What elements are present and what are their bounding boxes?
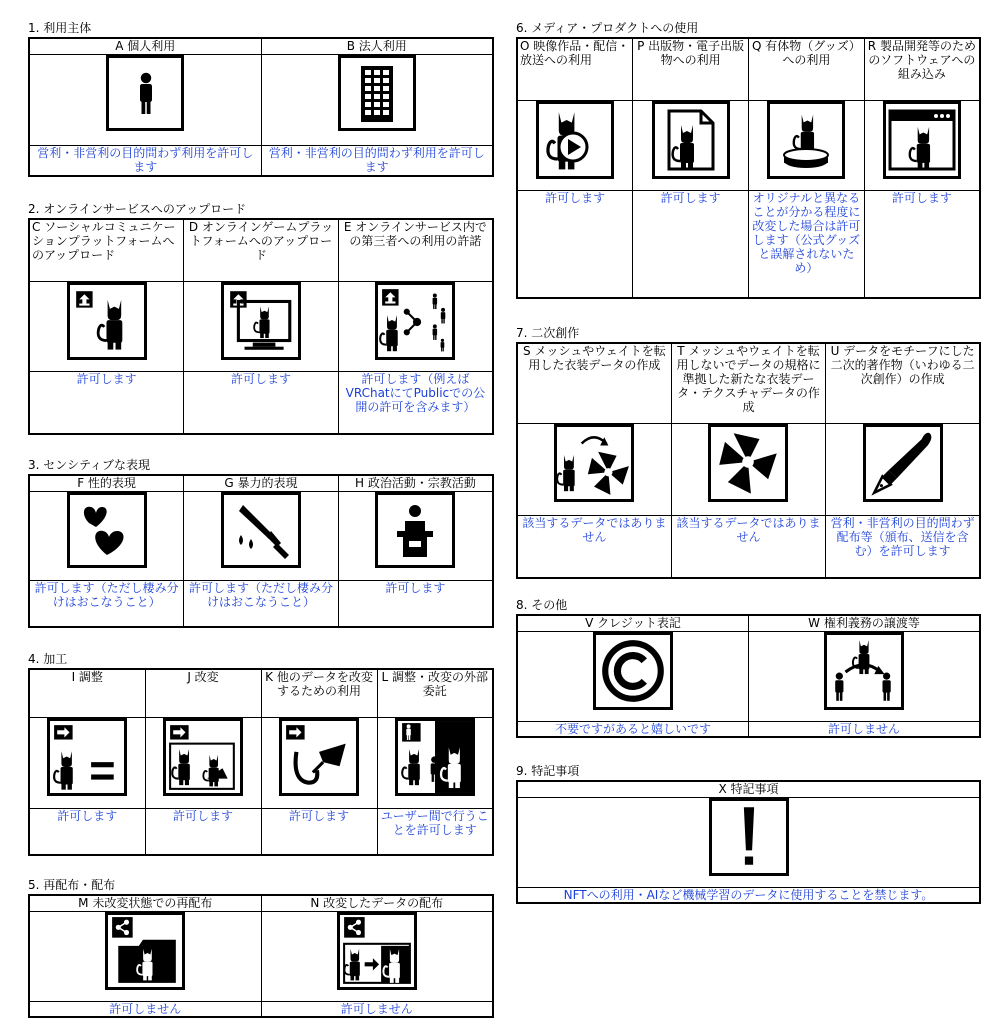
item-status: 許可します (261, 808, 377, 855)
figure-icon (767, 101, 845, 179)
outsource-icon (395, 718, 475, 796)
item-status: 許可します（ただし棲み分けはおこなうこと） (29, 580, 184, 627)
item-status: 不要ですがあると嬉しいです (517, 721, 749, 737)
item-status: 許可しません (261, 1001, 493, 1017)
section-media-product (516, 21, 981, 299)
modify-other-icon (279, 718, 359, 796)
item-heading: V クレジット表記 (517, 615, 749, 631)
item-status: 許可します (145, 808, 261, 855)
item-heading: N 改変したデータの配布 (261, 895, 493, 911)
item-status: 許可します (633, 190, 749, 298)
exclamation-icon (709, 798, 789, 876)
transfer-icon (824, 632, 904, 710)
item-heading: B 法人利用 (261, 38, 493, 54)
item-status: 該当するデータではありません (671, 515, 825, 578)
item-status: オリジナルと異なることが分かる程度に改変した場合は許可します（公式グッズと誤解されないため） (749, 190, 865, 298)
item-status: 許可します（例えばVRChatにてPublicでの公開の許可を含みます） (338, 371, 493, 434)
hearts-icon (67, 492, 147, 568)
item-heading: O 映像作品・配信・放送への利用 (517, 38, 633, 100)
item-status: 営利・非営利の目的問わず利用を許可します (261, 145, 493, 176)
section-processing (28, 652, 494, 856)
section-derivative (516, 326, 981, 579)
person-icon (106, 55, 184, 131)
section-title: 8. その他 (516, 598, 568, 612)
item-heading: K 他のデータを改変するための利用 (261, 669, 377, 717)
section-redistribution (28, 878, 494, 1018)
item-status: ユーザー間で行うことを許可します (377, 808, 493, 855)
item-heading: E オンラインサービス内での第三者への利用の許諾 (338, 219, 493, 281)
section-title: 5. 再配布・配布 (28, 878, 116, 892)
share-modified-icon (337, 912, 417, 990)
item-status: 許可しません (29, 1001, 261, 1017)
item-status: 該当するデータではありません (517, 515, 671, 578)
section-special-notes (516, 764, 981, 904)
section-title: 3. センシティブな表現 (28, 458, 151, 472)
item-heading: P 出版物・電子出版物への利用 (633, 38, 749, 100)
upload-monitor-icon (221, 282, 301, 360)
podium-icon (375, 492, 455, 568)
item-heading: F 性的表現 (29, 475, 184, 491)
upload-avatar-icon (67, 282, 147, 360)
section-online-upload (28, 202, 494, 435)
building-icon (338, 55, 416, 131)
item-status: 許可しません (749, 721, 981, 737)
item-heading: J 改変 (145, 669, 261, 717)
item-status: 許可します（ただし棲み分けはおこなうこと） (184, 580, 339, 627)
section-title: 6. メディア・プロダクトへの使用 (516, 21, 699, 35)
item-status: 営利・非営利の目的問わず利用を許可します (29, 145, 261, 176)
item-heading: S メッシュやウェイトを転用した衣装データの作成 (517, 343, 671, 423)
knife-icon (221, 492, 301, 568)
item-heading: U データをモチーフにした二次的著作物（いわゆる二次創作）の作成 (826, 343, 980, 423)
pen-nib-icon (863, 424, 943, 502)
section-title: 2. オンラインサービスへのアップロード (28, 202, 247, 216)
software-icon (883, 101, 961, 179)
item-status: 許可します (864, 190, 980, 298)
item-heading: X 特記事項 (517, 781, 980, 797)
video-icon (536, 101, 614, 179)
item-status: 許可します (517, 190, 633, 298)
item-heading: I 調整 (29, 669, 145, 717)
section-title: 9. 特記事項 (516, 764, 580, 778)
item-heading: C ソーシャルコミュニケーションプラットフォームへのアップロード (29, 219, 184, 281)
item-heading: M 未改変状態での再配布 (29, 895, 261, 911)
share-folder-icon (105, 912, 185, 990)
section-sensitive (28, 458, 494, 628)
publication-icon (652, 101, 730, 179)
item-status: 営利・非営利の目的問わず配布等（頒布、送信を含む）を許可します (826, 515, 980, 578)
item-heading: D オンラインゲームプラットフォームへのアップロード (184, 219, 339, 281)
section-usage-subject (28, 21, 494, 177)
mesh-reuse-icon (554, 424, 634, 502)
item-heading: A 個人利用 (29, 38, 261, 54)
item-status: 許可します (29, 371, 184, 434)
item-heading: R 製品開発等のためのソフトウェアへの組み込み (864, 38, 980, 100)
item-status: 許可します (29, 808, 145, 855)
modify-icon (163, 718, 243, 796)
item-status: NFTへの利用・AIなど機械学習のデータに使用することを禁じます。 (517, 887, 980, 903)
section-title: 1. 利用主体 (28, 21, 92, 35)
item-status: 許可します (184, 371, 339, 434)
upload-share-icon (375, 282, 455, 360)
section-title: 4. 加工 (28, 652, 68, 666)
section-title: 7. 二次創作 (516, 326, 580, 340)
item-heading: Q 有体物（グッズ）への利用 (749, 38, 865, 100)
copyright-icon (593, 632, 673, 710)
section-other (516, 598, 981, 738)
item-heading: W 権利義務の譲渡等 (749, 615, 981, 631)
item-status: 許可します (338, 580, 493, 627)
item-heading: G 暴力的表現 (184, 475, 339, 491)
item-heading: L 調整・改変の外部委託 (377, 669, 493, 717)
new-clothing-icon (708, 424, 788, 502)
adjust-icon (47, 718, 127, 796)
item-heading: H 政治活動・宗教活動 (338, 475, 493, 491)
item-heading: T メッシュやウェイトを転用しないでデータの規格に準拠した新たな衣装データ・テクスチャデータの作成 (671, 343, 825, 423)
